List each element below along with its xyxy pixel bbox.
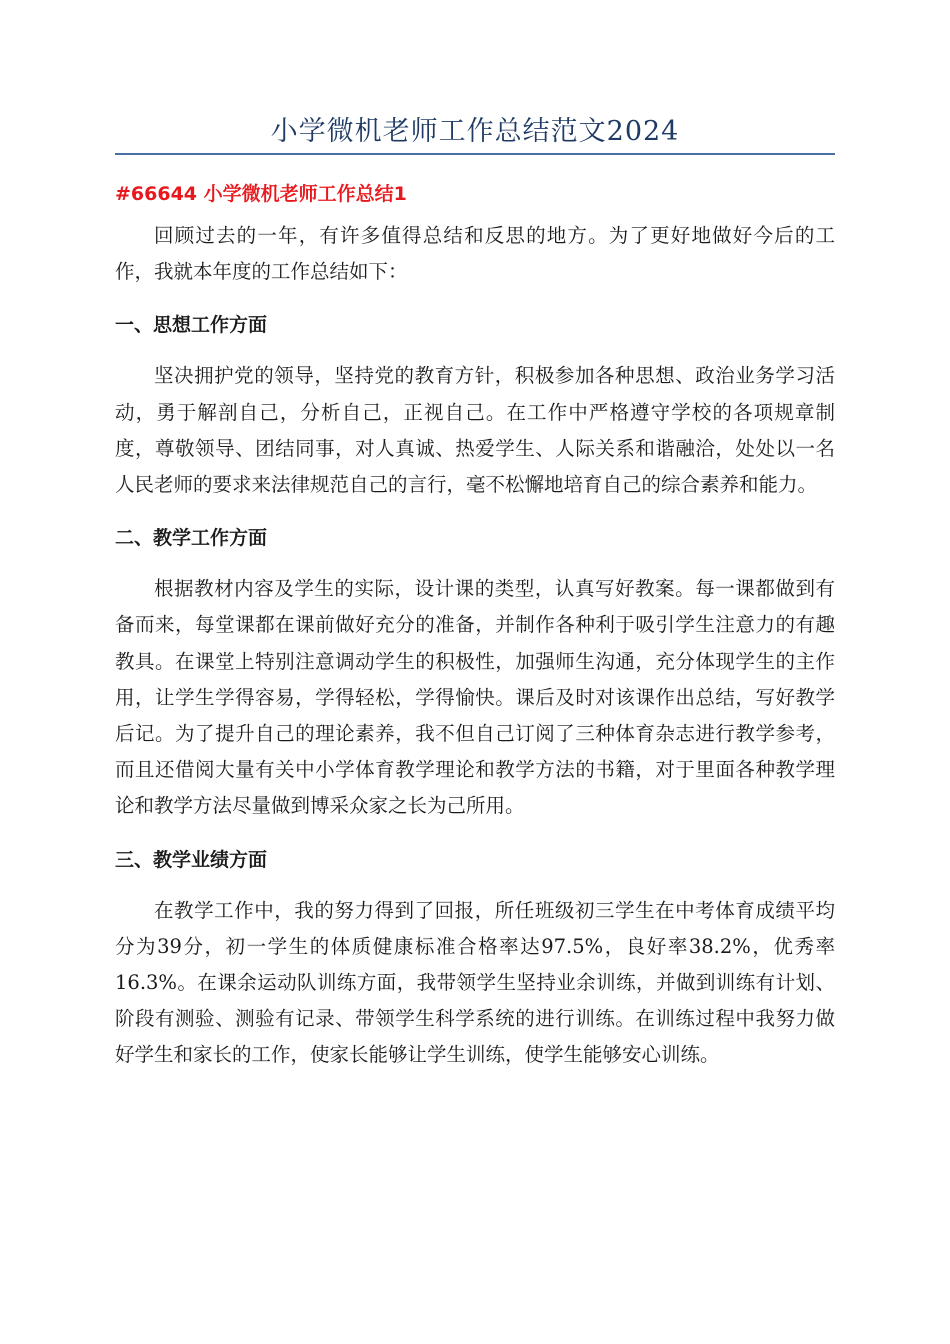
- article-subtitle: #66644 小学微机老师工作总结1: [115, 183, 407, 205]
- section-heading-teaching: 二、教学工作方面: [115, 527, 268, 550]
- section-heading-ideology: 一、思想工作方面: [115, 314, 268, 337]
- title-divider: [115, 153, 835, 155]
- section-body-ideology: 坚决拥护党的领导，坚持党的教育方针，积极参加各种思想、政治业务学习活动，勇于解剖自己，分析自己，正视自己。在工作中严格遵守学校的各项规章制度，尊敬领导、团结同事，对人真诚、热爱学生、人际关系和谐融洽，处处以一名人民老师的要求来法律规范自己的言行，毫不松懈地培育自己的综合素养和能力。: [115, 364, 835, 497]
- section-heading-achievements: 三、教学业绩方面: [115, 848, 268, 871]
- section-body-achievements: 在教学工作中，我的努力得到了回报，所任班级初三学生在中考体育成绩平均分为39分，初一学生的体质健康标准合格率达97.5%，良好率38.2%，优秀率16.3%。在课余运动队训练方面，我带领学生坚持业余训练，并做到训练有计划、阶段有测验、测验有记录、带领学生科学系统的进行训练。在训练过程中我努力做好学生和家长的工作，使家长能够让学生训练，使学生能够安心训练。: [115, 898, 835, 1067]
- document-title: 小学微机老师工作总结范文2024: [270, 116, 680, 147]
- section-body-teaching: 根据教材内容及学生的实际，设计课的类型，认真写好教案。每一课都做到有备而来，每堂课都在课前做好充分的准备，并制作各种利于吸引学生注意力的有趣教具。在课堂上特别注意调动学生的积极性，加强师生沟通，充分体现学生的主作用，让学生学得容易，学得轻松，学得愉快。课后及时对该课作出总结，写好教学后记。为了提升自己的理论素养，我不但自己订阅了三种体育杂志进行教学参考，而且还借阅大量有关中小学体育教学理论和教学方法的书籍，对于里面各种教学理论和教学方法尽量做到博采众家之长为己所用。: [115, 577, 835, 818]
- intro-paragraph: 回顾过去的一年，有许多值得总结和反思的地方。为了更好地做好今后的工作，我就本年度的工作总结如下：: [115, 224, 835, 284]
- document-body: [115, 172, 835, 1074]
